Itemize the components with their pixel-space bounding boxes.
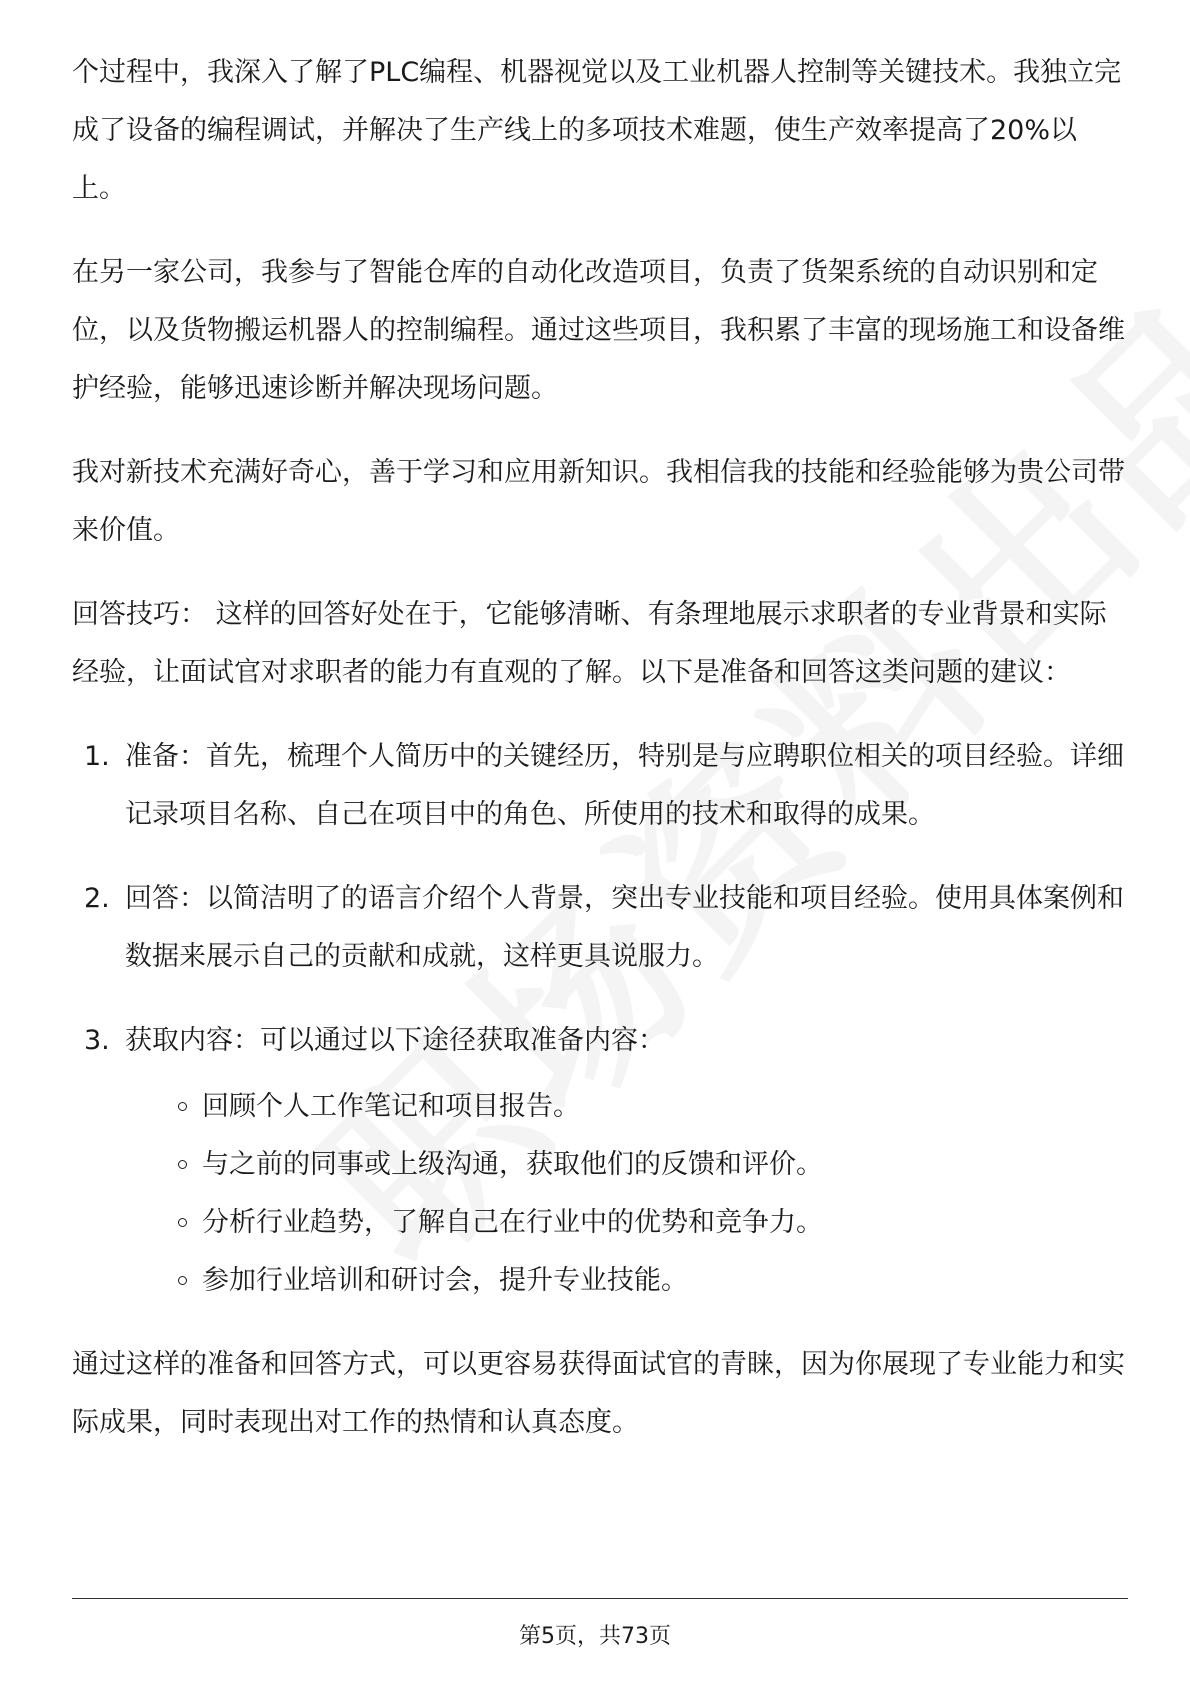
paragraph-warehouse-project: 在另一家公司，我参与了智能仓库的自动化改造项目，负责了货架系统的自动识别和定位，以及货物搬运机器人的控制编程。通过这些项目，我积累了丰富的现场施工和设备维护经验，能够迅速诊断并解决现场问题。 [72,257,1125,404]
bullet-item-text: 分析行业趋势，了解自己在行业中的优势和竞争力。 [202,1207,823,1238]
bullet-item [176,1136,1128,1194]
bullet-item-text: 参加行业培训和研讨会，提升专业技能。 [202,1265,688,1296]
paragraph-closing: 通过这样的准备和回答方式，可以更容易获得面试官的青睐，因为你展现了专业能力和实际成果，同时表现出对工作的热情和认真态度。 [72,1349,1125,1438]
list-number: 1. [84,741,110,772]
list-number: 2. [84,883,110,914]
page-number: 第5页，共73页 [519,1624,671,1649]
bullet-item [176,1194,1128,1252]
list-item-text: 回答：以简洁明了的语言介绍个人背景，突出专业技能和项目经验。使用具体案例和数据来展示自己的贡献和成就，这样更具说服力。 [125,883,1124,972]
bullet-item [176,1078,1128,1136]
list-item [72,728,1128,844]
paragraph-work-detail: 个过程中，我深入了解了PLC编程、机器视觉以及工业机器人控制等关键技术。我独立完成了设备的编程调试，并解决了生产线上的多项技术难题，使生产效率提高了20%以上。 [72,57,1122,204]
hollow-bullet-icon [178,1276,187,1285]
paragraph-learning-attitude: 我对新技术充满好奇心，善于学习和应用新知识。我相信我的技能和经验能够为贵公司带来价值。 [72,457,1125,546]
list-item-text: 准备：首先，梳理个人简历中的关键经历，特别是与应聘职位相关的项目经验。详细记录项目名称、自己在项目中的角色、所使用的技术和取得的成果。 [125,741,1124,830]
numbered-list [72,728,1128,1310]
footer-divider [72,1598,1128,1599]
main-content [72,44,1128,1478]
list-item-text: 获取内容：可以通过以下途径获取准备内容： [125,1025,665,1056]
hollow-bullet-icon [178,1160,187,1169]
bullet-item-text: 回顾个人工作笔记和项目报告。 [202,1091,580,1122]
list-number: 3. [84,1025,110,1056]
bullet-list [125,1078,1128,1310]
list-item [72,870,1128,986]
hollow-bullet-icon [178,1218,187,1227]
hollow-bullet-icon [178,1102,187,1111]
bullet-item-text: 与之前的同事或上级沟通，获取他们的反馈和评价。 [202,1149,823,1180]
list-item [72,1012,1128,1310]
bullet-item [176,1252,1128,1310]
paragraph-answer-tips: 回答技巧： 这样的回答好处在于，它能够清晰、有条理地展示求职者的专业背景和实际经验，让面试官对求职者的能力有直观的了解。以下是准备和回答这类问题的建议： [72,599,1107,688]
